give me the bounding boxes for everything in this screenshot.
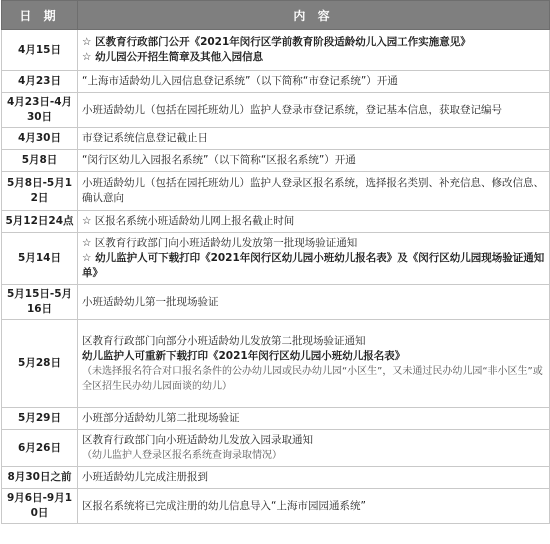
row-content: [78, 489, 550, 524]
table-row: [2, 489, 550, 524]
table-row: [2, 71, 550, 93]
table-row: [2, 285, 550, 320]
content-line: ☆ 幼儿监护人可下载打印《2021年闵行区幼儿园小班幼儿报名表》及《闵行区幼儿园现场验证通知单》: [82, 252, 545, 279]
content-line: “闵行区幼儿入园报名系统”（以下简称“区报名系统”）开通: [82, 154, 356, 166]
row-date: 5月14日: [2, 233, 78, 285]
content-line: ☆ 区教育行政部门向小班适龄幼儿发放第一批现场验证通知: [82, 237, 358, 249]
row-date: 4月30日: [2, 128, 78, 150]
content-line: 小班部分适龄幼儿第二批现场验证: [82, 412, 240, 424]
table-row: [2, 430, 550, 467]
content-line: 市登记系统信息登记截止日: [82, 132, 208, 144]
content-line: （未选择报名符合对口报名条件的公办幼儿园或民办幼儿园“小区生”，又未通过民办幼儿园“非小区生”或全区招生民办幼儿园面谈的幼儿）: [82, 365, 543, 392]
row-content: [78, 408, 550, 430]
table-row: [2, 408, 550, 430]
row-date: 5月8日-5月12日: [2, 172, 78, 211]
row-content: [78, 128, 550, 150]
content-line: 幼儿监护人可重新下载打印《2021年闵行区幼儿园小班幼儿报名表》: [82, 349, 406, 362]
content-line: ☆ 区教育行政部门公开《2021年闵行区学前教育阶段适龄幼儿入园工作实施意见》: [82, 36, 471, 48]
content-line: ☆ 幼儿园公开招生简章及其他入园信息: [82, 51, 264, 63]
table-row: [2, 93, 550, 128]
row-content: [78, 172, 550, 211]
content-line: （幼儿监护人登录区报名系统查询录取情况）: [82, 450, 282, 461]
table-row: [2, 128, 550, 150]
row-content: [78, 150, 550, 172]
row-date: 4月23日: [2, 71, 78, 93]
row-content: [78, 285, 550, 320]
row-content: [78, 320, 550, 408]
content-line: 区报名系统将已完成注册的幼儿信息导入“上海市园园通系统”: [82, 499, 366, 512]
row-date: 4月23日-4月30日: [2, 93, 78, 128]
table-header-row: [2, 1, 550, 30]
table-row: [2, 150, 550, 172]
row-content: [78, 233, 550, 285]
table-row: [2, 233, 550, 285]
content-line: 区教育行政部门向小班适龄幼儿发放入园录取通知: [82, 434, 313, 446]
row-content: [78, 430, 550, 467]
row-content: [78, 30, 550, 71]
content-line: ☆ 区报名系统小班适龄幼儿网上报名截止时间: [82, 215, 295, 227]
row-date: 6月26日: [2, 430, 78, 467]
row-date: 5月28日: [2, 320, 78, 408]
content-line: “上海市适龄幼儿入园信息登记系统”（以下简称“市登记系统”）开通: [82, 75, 398, 87]
row-date: 4月15日: [2, 30, 78, 71]
content-line: 区教育行政部门向部分小班适龄幼儿发放第二批现场验证通知: [82, 334, 366, 347]
row-content: [78, 71, 550, 93]
content-line: 小班适龄幼儿（包括在园托班幼儿）监护人登录市登记系统，登记基本信息，获取登记编号: [82, 103, 502, 116]
row-date: 9月6日-9月10日: [2, 489, 78, 524]
table-row: [2, 30, 550, 71]
row-date: 5月29日: [2, 408, 78, 430]
row-content: [78, 211, 550, 233]
table-row: [2, 467, 550, 489]
row-date: 5月8日: [2, 150, 78, 172]
row-date: 8月30日之前: [2, 467, 78, 489]
row-date: 5月12日24点: [2, 211, 78, 233]
row-content: [78, 467, 550, 489]
enrollment-schedule-table: [1, 0, 550, 524]
header-date: 日 期: [2, 1, 78, 30]
header-content: 内 容: [78, 1, 550, 30]
row-content: [78, 93, 550, 128]
table-row: [2, 320, 550, 408]
row-date: 5月15日-5月16日: [2, 285, 78, 320]
table-row: [2, 172, 550, 211]
content-line: 小班适龄幼儿完成注册报到: [82, 471, 208, 483]
content-line: 小班适龄幼儿（包括在园托班幼儿）监护人登录区报名系统，选择报名类别、补充信息、修改信息、确认意向: [82, 177, 544, 204]
table-row: [2, 211, 550, 233]
content-line: 小班适龄幼儿第一批现场验证: [82, 295, 219, 308]
